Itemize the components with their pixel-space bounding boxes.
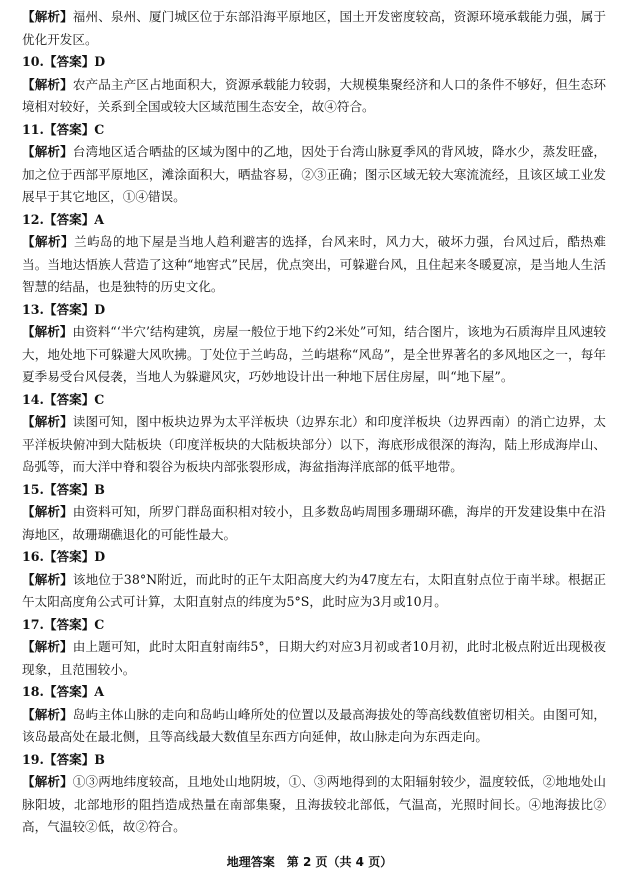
answer-line [22,546,606,569]
answer-value: D [94,54,106,69]
analysis-text: 读图可知，图中板块边界为太平洋板块（边界东北）和印度洋板块（边界西南）的消亡边界，太平洋板块俯冲到大陆板块（印度洋板块的大陆板块部分）以下，海底形成很深的海沟，陆上形成海岸山、岛弧等，而大洋中脊和裂谷为板块内部张裂形成，海盆指海洋底部的低平地带。 [22,414,607,474]
answer-line [22,681,606,704]
analysis-text: 岛屿主体山脉的走向和岛屿山峰所处的位置以及最高海拔处的等高线数值密切相关。由图可知，该岛最高处在最北侧，且等高线最大数值呈东西方向延伸，故山脉走向为东西走向。 [22,706,607,744]
question-number: 14. [22,391,44,407]
analysis-paragraph [22,636,606,681]
analysis-tag: 【解析】 [22,234,74,249]
analysis-paragraph [22,411,606,479]
analysis-text: 由上题可知，此时太阳直射南纬5°，日期大约对应3月初或者10月初，此时北极点附近出现极夜现象，且范围较小。 [22,639,606,677]
answer-line [22,209,606,232]
answer-tag: 【答案】 [43,684,95,699]
analysis-paragraph [22,771,606,839]
question-number: 19. [22,751,44,767]
analysis-tag: 【解析】 [22,504,73,519]
analysis-tag: 【解析】 [22,9,73,24]
analysis-tag: 【解析】 [22,706,73,722]
question-number: 10. [22,54,44,69]
answer-tag: 【答案】 [43,481,95,497]
question-number: 16. [22,549,44,564]
question-number: 18. [22,684,44,699]
answer-tag: 【答案】 [43,616,95,632]
analysis-tag: 【解析】 [22,324,73,339]
analysis-paragraph [22,321,606,389]
analysis-text: ①③两地纬度较高，且地处山地阴坡，①、③两地得到的太阳辐射较少，温度较低，②地地处山脉阳坡，北部地形的阻挡造成热量在南部集聚，且海拔较北部低，气温高，光照时间长。④地海拔比②高，气温较②低，故②符合。 [22,774,607,834]
answer-line [22,299,606,322]
analysis-paragraph [22,231,606,299]
analysis-paragraph [22,704,606,749]
answer-line [22,749,606,772]
answer-tag: 【答案】 [43,751,95,767]
answer-tag: 【答案】 [43,54,95,69]
answer-value: A [94,684,105,699]
analysis-tag: 【解析】 [22,414,73,429]
question-number: 17. [22,616,44,632]
analysis-tag: 【解析】 [22,639,73,654]
lead-analysis [22,6,606,51]
answer-value: C [94,391,105,407]
answer-tag: 【答案】 [43,121,95,137]
answer-tag: 【答案】 [43,211,95,227]
answer-value: A [94,211,105,227]
answer-value: D [94,549,106,564]
answer-key-content [22,6,606,839]
analysis-paragraph [22,569,606,614]
analysis-tag: 【解析】 [22,571,73,587]
analysis-tag: 【解析】 [22,144,73,159]
answer-line [22,119,606,142]
answer-value: B [94,481,105,497]
analysis-text: 由资料可知，所罗门群岛面积相对较小，且多数岛屿周围多珊瑚环礁，海岸的开发建设集中在沿海地区，故珊瑚礁退化的可能性最大。 [22,504,607,542]
question-number: 13. [22,301,44,317]
answer-value: C [94,616,105,632]
answer-tag: 【答案】 [43,391,95,407]
analysis-text: 农产品主产区占地面积大，资源承载能力较弱，大规模集聚经济和人口的条件不够好，但生态环境相对较好，关系到全国或较大区域范围生态安全，故④符合。 [22,76,607,114]
question-number: 12. [22,211,44,227]
answer-line [22,51,606,74]
analysis-text: 兰屿岛的地下屋是当地人趋利避害的选择，台风来时，风力大，破坏力强，台风过后，酷热难当。当地达悟族人营造了这种“地窖式”民居，优点突出，可躲避台风，且住起来冬暖夏凉，是当地人生活智慧的结晶，也是独特的历史文化。 [22,234,607,294]
question-number: 11. [22,121,44,137]
analysis-paragraph [22,501,606,546]
analysis-text: 台湾地区适合晒盐的区域为图中的乙地，因处于台湾山脉夏季风的背风坡，降水少，蒸发旺盛，加之位于西部平原地区，滩涂面积大，晒盐容易，②③正确；图示区域无较大寒流流经，且该区域工业发展早于其它地区，①④错误。 [22,144,607,204]
analysis-text: 由资料“‘半穴’结构建筑，房屋一般位于地下约2米处”可知，结合图片，该地为石质海岸且风速较大，地处地下可躲避大风吹拂。丁处位于兰屿岛，兰屿堪称“风岛”，是全世界著名的多风地区之一，每年夏季易受台风侵袭，当地人为躲避风灾，巧妙地设计出一种地下居住房屋，叫“地下屋”。 [22,324,607,384]
question-number: 15. [22,481,44,497]
analysis-text: 福州、泉州、厦门城区位于东部沿海平原地区，国土开发密度较高，资源环境承载能力强，属于优化开发区。 [22,9,607,47]
answer-value: C [94,121,105,137]
analysis-paragraph [22,74,606,119]
answer-value: B [94,751,105,767]
page-footer: 地理答案 第 2 页（共 4 页） [226,855,393,869]
analysis-text: 该地位于38°N附近，而此时的正午太阳高度大约为47度左右，太阳直射点位于南半球。根据正午太阳高度角公式可计算，太阳直射点的纬度为5°S，此时应为3月或10月。 [22,571,606,609]
analysis-tag: 【解析】 [22,76,73,92]
analysis-paragraph [22,141,606,209]
analysis-tag: 【解析】 [22,774,73,789]
answer-value: D [94,301,106,317]
answer-tag: 【答案】 [43,301,95,317]
answer-line [22,614,606,637]
answer-line [22,479,606,502]
answer-tag: 【答案】 [43,549,95,564]
answer-line [22,389,606,412]
